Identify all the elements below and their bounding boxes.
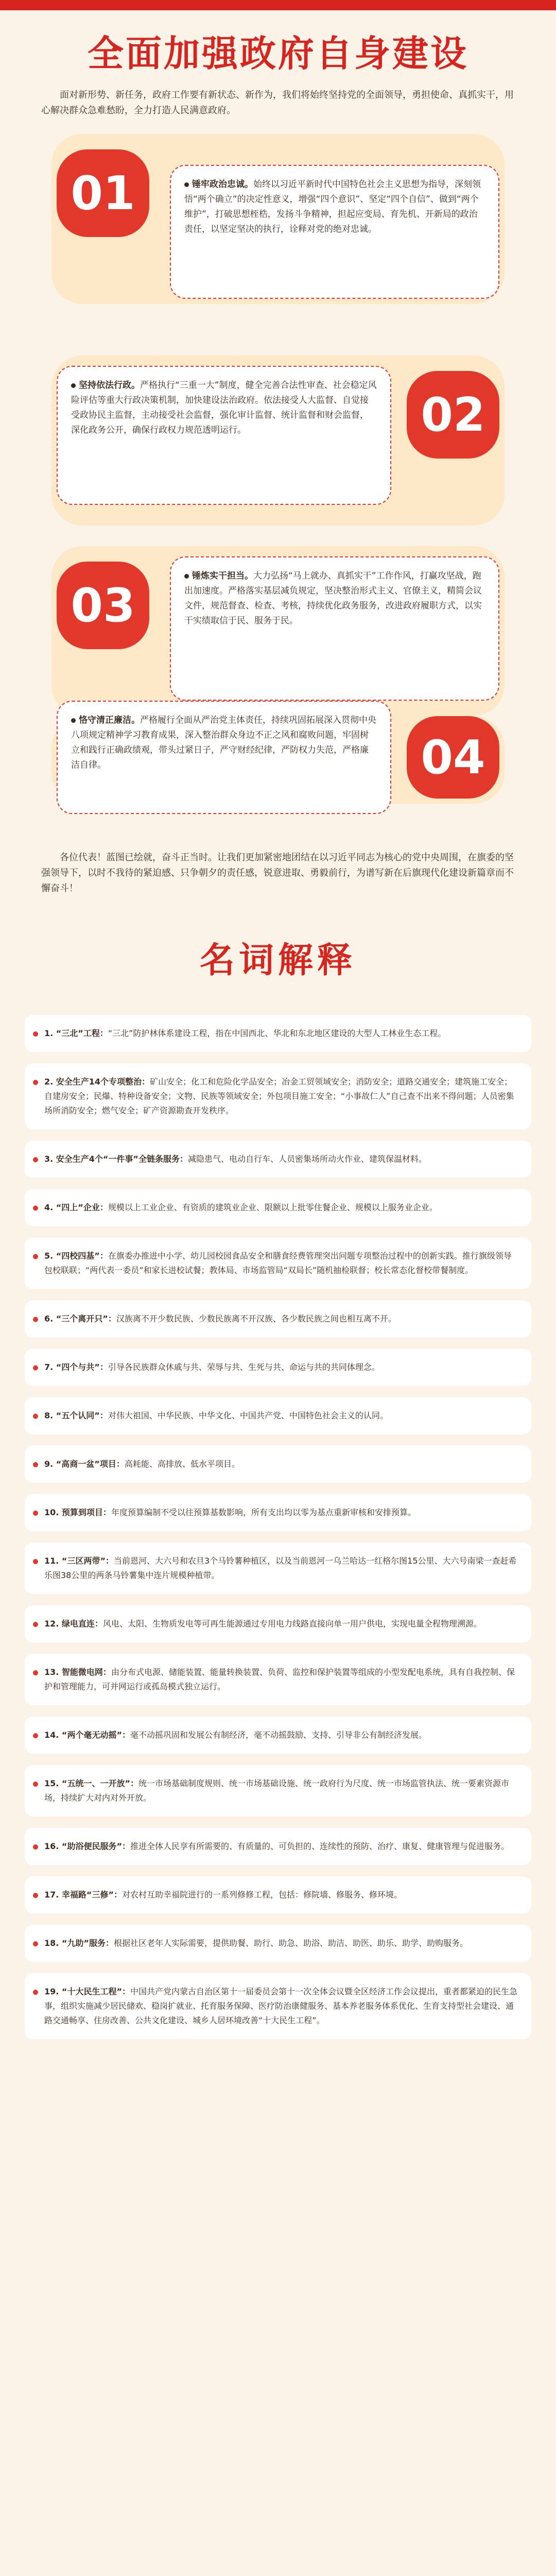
bullet-dot xyxy=(33,1844,38,1850)
glossary-term: “十大民生工程”： xyxy=(61,1987,130,1996)
bullet-dot xyxy=(33,1254,38,1259)
glossary-definition: 年度预算编制不受以往预算基数影响，所有支出均以零为基点重新审核和安排预算。 xyxy=(111,1507,416,1517)
glossary-definition: 由分布式电源、储能装置、能量转换装置、负荷、监控和保护装置等组成的小型发配电系统，具有自我控制、保护和管理能力，可并网运行或孤岛模式独立运行。 xyxy=(44,1667,515,1691)
glossary-number: 16. xyxy=(44,1841,62,1851)
glossary-definition: 毫不动摇巩固和发展公有制经济，毫不动摇鼓励、支持、引导非公有制经济发展。 xyxy=(130,1730,427,1740)
glossary-item xyxy=(25,1973,531,2039)
glossary-item xyxy=(25,1828,531,1865)
section-04 xyxy=(0,716,556,845)
section-card xyxy=(170,556,499,701)
section-card xyxy=(170,165,499,299)
bullet-dot xyxy=(33,1622,38,1627)
bullet-dot xyxy=(33,1317,38,1322)
glossary-item xyxy=(25,1543,531,1594)
glossary-item xyxy=(25,1397,531,1434)
glossary-number: 12. xyxy=(44,1619,62,1629)
glossary-item xyxy=(25,1015,531,1052)
glossary-definition: 矿山安全；化工和危险化学品安全；冶金工贸领域安全；消防安全；道路交通安全；建筑施工安全；自建房安全；民爆、特种设备安全；文物、民族等领域安全；外包项目施工安全；“小事故仁人”自己查不出来不得问题；人员密集场所消防安全；燃气安全；矿产资源勘查开发秩序。 xyxy=(44,1077,514,1115)
section-01 xyxy=(0,134,556,309)
glossary-definition: 汉族离不开少数民族、少数民族离不开汉族、各少数民族之间也相互离不开。 xyxy=(116,1314,396,1324)
glossary-term: 安全生产4个“一件事”全链条服务： xyxy=(56,1154,188,1164)
glossary-number: 14. xyxy=(44,1730,62,1740)
bullet-dot xyxy=(33,1559,38,1564)
section-number: 01 xyxy=(57,149,149,237)
section-lead: 恪守清正廉洁。 xyxy=(79,715,140,725)
glossary-term: “三北”工程： xyxy=(56,1028,108,1038)
glossary-term: “三区两带”： xyxy=(61,1556,114,1566)
glossary-item xyxy=(25,1925,531,1962)
glossary-term: “五统一、一开放”： xyxy=(61,1778,138,1788)
section-number: 02 xyxy=(407,371,499,459)
glossary-item xyxy=(25,1189,531,1226)
bullet-dot xyxy=(33,1031,38,1037)
glossary-item xyxy=(25,1300,531,1337)
glossary-title: 名词解释 xyxy=(199,940,356,981)
glossary-number: 13. xyxy=(44,1667,62,1677)
glossary-definition: 中国共产党内蒙古自治区第十一届委员会第十一次全体会议暨全区经济工作会议提出，重者都紧迫的民生急事，组织实施减少居民储欢、稳岗扩就业、托育服务保障、医疗防治康健服务、基本养老服务体系优化、生育支持型社会建设、通路交通畅享、住房改善、公共文化建设、城乡人居环境改善“十大民生工程”。 xyxy=(44,1987,517,2025)
glossary-term: “高商一盆”项目： xyxy=(56,1459,125,1469)
section-lead: 坚持依法行政。 xyxy=(79,380,140,391)
intro-paragraph: 面对新形势、新任务，政府工作要有新状态、新作为，我们将始终坚持党的全面领导，勇担使命、真抓实干，用心解决群众急难愁盼，全力打造人民满意政府。 xyxy=(41,90,514,116)
glossary-item xyxy=(25,1876,531,1913)
section-text: 始终以习近平新时代中国特色社会主义思想为指导，深刻领悟“两个确立”的决定性意义，增强“四个意识”、坚定“四个自信”、做到“两个维护”，打破思想桎梏，发扬斗争精神，担起应变局、育先机、开新局的政治责任，以坚定坚决的执行，诠释对党的绝对忠诚。 xyxy=(184,179,481,234)
bullet-dot xyxy=(33,1080,38,1085)
glossary-term: 绿电直连： xyxy=(61,1619,103,1629)
section-lead: 锤炼实干担当。 xyxy=(192,571,253,581)
glossary-item xyxy=(25,1141,531,1178)
glossary-term: “四上”企业： xyxy=(56,1202,108,1212)
glossary-item xyxy=(25,1605,531,1642)
section-number: 03 xyxy=(57,562,149,649)
glossary-number: 15. xyxy=(44,1778,62,1788)
glossary-item xyxy=(25,1494,531,1531)
glossary-definition: 减隐患气、电动自行车、人员密集场所动火作业、建筑保温材料。 xyxy=(187,1154,427,1164)
glossary-definition: 风电、太阳、生物质发电等可再生能源通过专用电力线路直接向单一用户供电，实现电量全程物理溯源。 xyxy=(102,1619,482,1629)
bullet-dot xyxy=(33,1511,38,1516)
top-band xyxy=(0,0,556,10)
glossary-number: 8. xyxy=(44,1411,56,1420)
glossary-list xyxy=(25,1015,531,2050)
glossary-term: “四校四基”： xyxy=(56,1251,108,1261)
bullet-dot xyxy=(33,1782,38,1787)
glossary-term: “助浴便民服务”： xyxy=(61,1841,130,1851)
section-03 xyxy=(0,546,556,721)
section-card xyxy=(57,366,391,505)
bullet-dot xyxy=(184,182,189,187)
glossary-term: 幸福路“三修”： xyxy=(61,1890,122,1900)
glossary-definition: 对农村互助幸福院进行的一系列修修工程，包括：修院墙、修服务、修环境。 xyxy=(121,1890,402,1900)
glossary-definition: 当前恩河、大六号和农旦3个马铃薯种植区，以及当前恩河一乌兰哈达一红格尔图15公里、大六号南梁一查赶希乐图38公里的两条马铃薯集中连片规模种植带。 xyxy=(44,1556,517,1580)
glossary-item xyxy=(25,1765,531,1817)
glossary-definition: 对伟大祖国、中华民族、中华文化、中国共产党、中国特色社会主义的认同。 xyxy=(108,1411,388,1420)
glossary-item xyxy=(25,1446,531,1483)
glossary-definition: 根据社区老年人实际需要，提供助餐、助行、助急、助浴、助洁、助医、助乐、助学、助购服务。 xyxy=(113,1938,468,1948)
glossary-number: 3. xyxy=(44,1154,56,1164)
section-text: 严格履行全面从严治党主体责任，持续巩固拓展深入贯彻中央八项规定精神学习教育成果，深入整治群众身边不正之风和腐败问题，牢固树立和践行正确政绩观，带头过紧日子，严守财经纪律，严防权力失范，严格廉洁自律。 xyxy=(71,715,376,770)
glossary-number: 1. xyxy=(44,1028,56,1038)
glossary-term: “两个毫无动摇”： xyxy=(61,1730,130,1740)
glossary-term: “九助”服务： xyxy=(61,1938,114,1948)
bullet-dot xyxy=(33,1733,38,1738)
bullet-dot xyxy=(33,1941,38,1946)
bullet-dot xyxy=(33,1414,38,1419)
glossary-term: 智能微电网： xyxy=(61,1667,111,1677)
bullet-dot xyxy=(33,1365,38,1370)
glossary-item xyxy=(25,1238,531,1289)
bullet-dot xyxy=(71,718,76,723)
closing-paragraph: 各位代表！蓝图已绘就，奋斗正当时。让我们更加紧密地团结在以习近平同志为核心的党中央周围，在旗委的坚强领导下，以时不我待的紧迫感、只争朝夕的责任感，锐意进取、勇毅前行，为谱写新在后旗现代化建设新篇章而不懈奋斗！ xyxy=(41,852,514,894)
glossary-number: 19. xyxy=(44,1987,62,1996)
glossary-number: 18. xyxy=(44,1938,62,1948)
glossary-number: 9. xyxy=(44,1459,56,1469)
bullet-dot xyxy=(33,1893,38,1898)
glossary-number: 10. xyxy=(44,1507,62,1517)
glossary-definition: 引导各民族群众休戚与共、荣辱与共、生死与共、命运与共的共同体理念。 xyxy=(108,1362,380,1372)
bullet-dot xyxy=(33,1462,38,1467)
bullet-dot xyxy=(71,383,76,388)
glossary-number: 4. xyxy=(44,1202,56,1212)
glossary-definition: 统一市场基础制度规则、统一市场基础设施、统一政府行为尺度、统一市场监管执法、统一要素资源市场，持续扩大对内对外开放。 xyxy=(44,1778,509,1803)
bullet-dot xyxy=(33,1990,38,1995)
glossary-number: 2. xyxy=(44,1077,56,1087)
glossary-number: 6. xyxy=(44,1314,56,1324)
glossary-definition: 高耗能、高排放、低水平项目。 xyxy=(124,1459,240,1469)
bullet-dot xyxy=(33,1157,38,1162)
glossary-term: 预算到项目： xyxy=(61,1507,111,1517)
glossary-number: 5. xyxy=(44,1251,56,1261)
glossary-term: 安全生产14个专项整治： xyxy=(56,1077,150,1087)
glossary-definition: 推进全体人民享有所需要的、有质量的、可负担的、连续性的预防、治疗、康复、健康管理与促进服务。 xyxy=(130,1841,509,1851)
glossary-definition: 在旗委办推进中小学、幼儿园校园食品安全和膳食经费管理突出问题专项整治过程中的创新实践。推行旗级领导包校联联；“两代表一委员”和家长进校试餐；教体局、市场监管局“双局长”随机抽检联督；校长常态化督校带餐制度。 xyxy=(44,1251,512,1275)
page-title: 全面加强政府自身建设 xyxy=(88,32,468,75)
glossary-item xyxy=(25,1654,531,1705)
bullet-dot xyxy=(33,1206,38,1211)
section-text: 大力弘扬“马上就办、真抓实干”工作作风，打赢攻坚战，跑出加速度。严格落实基层减负规定，坚决整治形式主义、官僚主义，精简会议文件，规范督查、检查、考核，持续优化政务服务，改进政府履职方式，以实干实绩取信于民、服务于民。 xyxy=(184,571,482,626)
bullet-dot xyxy=(184,574,189,579)
glossary-term: “三个离开只”： xyxy=(56,1314,116,1324)
glossary-term: “五个认同”： xyxy=(56,1411,108,1420)
glossary-item xyxy=(25,1063,531,1129)
glossary-term: “四个与共”： xyxy=(56,1362,108,1372)
glossary-number: 7. xyxy=(44,1362,56,1372)
section-02 xyxy=(0,355,556,531)
glossary-definition: “三北”防护林体系建设工程，指在中国西北、华北和东北地区建设的大型人工林业生态工程。 xyxy=(108,1028,446,1038)
glossary-item xyxy=(25,1717,531,1754)
section-text: 严格执行“三重一大”制度，健全完善合法性审查、社会稳定风险评估等重大行政决策机制，加快建设法治政府。依法接受人大监督、自觉接受政协民主监督，主动接受社会监督，强化审计监督、统计监督和财会监督，深化政务公开，确保行政权力规范透明运行。 xyxy=(71,380,377,435)
section-lead: 锤牢政治忠诚。 xyxy=(192,179,253,190)
glossary-number: 17. xyxy=(44,1890,62,1900)
section-number: 04 xyxy=(407,716,499,799)
bullet-dot xyxy=(33,1670,38,1675)
section-card xyxy=(57,701,391,814)
glossary-item xyxy=(25,1349,531,1386)
glossary-definition: 规模以上工业企业、有资质的建筑业企业、限额以上批零住餐企业、规模以上服务业企业。 xyxy=(108,1202,438,1212)
glossary-number: 11. xyxy=(44,1556,62,1566)
